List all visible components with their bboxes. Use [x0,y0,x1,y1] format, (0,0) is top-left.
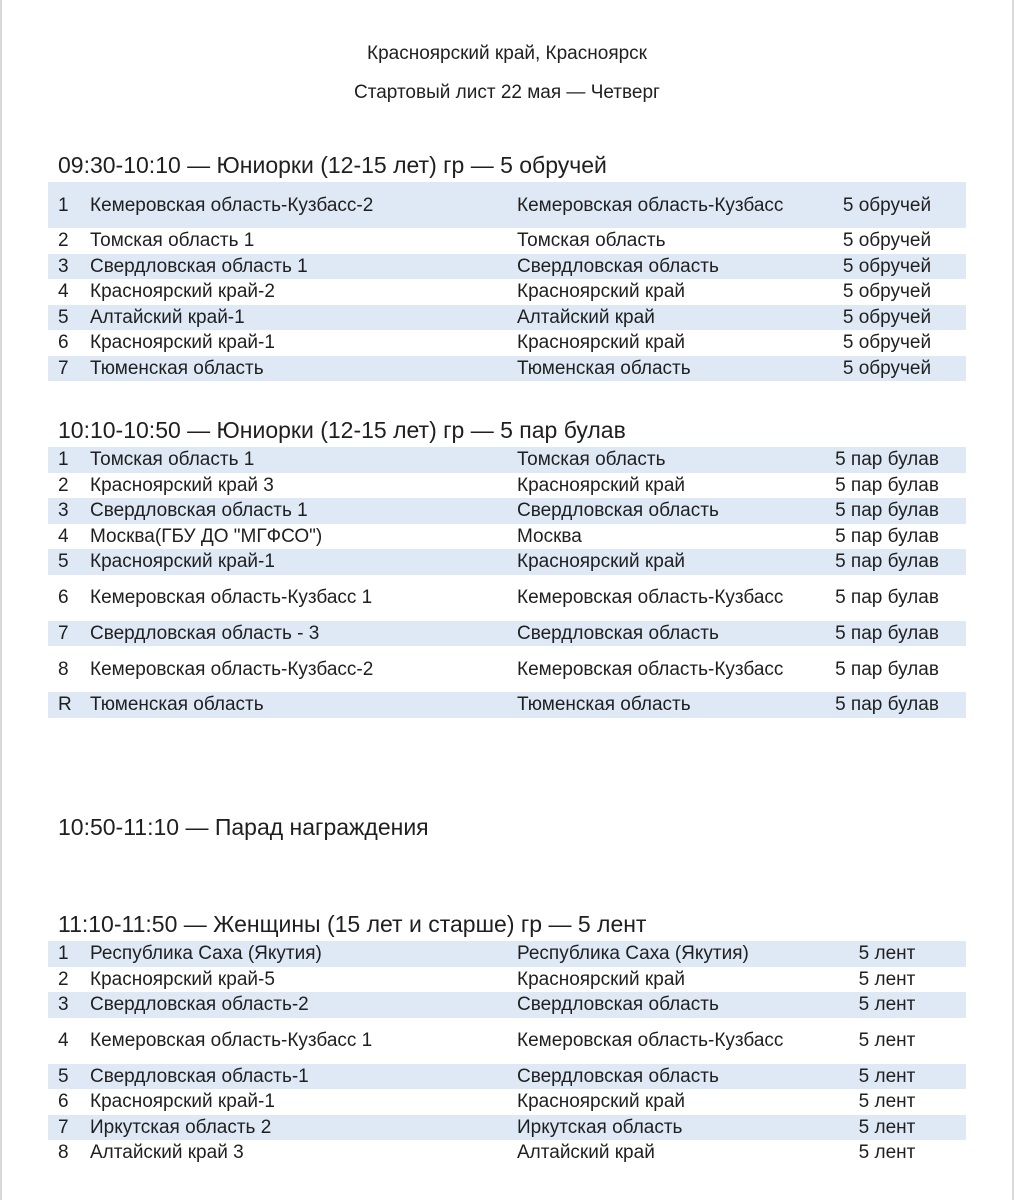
region-name: Красноярский край [517,474,685,496]
apparatus: 5 лент [858,1030,916,1051]
start-number: 7 [58,1116,69,1138]
team-name: Тюменская область [90,357,264,379]
start-number: 5 [58,306,69,328]
team-name: Красноярский край-1 [90,551,275,573]
table-row [48,1089,966,1115]
apparatus: 5 обручей [842,332,932,354]
apparatus: 5 пар булав [835,449,939,471]
team-name: Свердловская область-2 [90,994,309,1016]
region-name: Кемеровская область-Кузбасс [517,658,784,680]
team-name: Кемеровская область-Кузбасс-2 [90,658,374,680]
region-name: Республика Саха (Якутия) [517,943,749,965]
region-name: Красноярский край [517,1091,685,1113]
region-name: Алтайский край [517,1142,655,1164]
start-number: 8 [58,658,69,680]
region-name: Кемеровская область-Кузбасс [517,587,784,608]
team-name: Красноярский край-1 [90,332,275,354]
region-name: Красноярский край [517,551,685,573]
start-number: 3 [58,255,69,277]
start-number: 7 [58,622,69,644]
apparatus: 5 лент [858,1065,916,1087]
table-row [48,1064,966,1090]
region-name: Иркутская область [517,1116,683,1138]
session-hoops [48,148,966,381]
start-number: 6 [58,332,69,354]
region-name: Красноярский край [517,281,685,303]
award-ceremony-title: 10:50-11:10 — Парад награждения [58,814,429,840]
team-name: Иркутская область 2 [90,1116,272,1138]
apparatus: 5 обручей [842,230,932,252]
team-name: Томская область 1 [90,230,255,252]
apparatus: 5 пар булав [835,500,939,522]
team-name: Красноярский край 3 [90,474,274,496]
session-title: 11:10-11:50 — Женщины (15 лет и старше) гр — 5 лент [58,911,647,937]
region-name: Красноярский край [517,332,685,354]
team-name: Красноярский край-1 [90,1091,275,1113]
start-list-subtitle: Стартовый лист 22 мая — Четверг [354,82,660,103]
apparatus: 5 пар булав [835,525,939,547]
start-number: 1 [58,194,69,216]
table-row [48,447,966,473]
region-name: Тюменская область [517,357,691,379]
apparatus: 5 обручей [842,281,932,303]
team-name: Москва(ГБУ ДО "МГФСО") [90,525,323,547]
table-row [48,330,966,356]
session-clubs [48,413,966,718]
session-title: 10:10-10:50 — Юниорки (12-15 лет) гр — 5 пар булав [58,417,626,443]
team-name: Алтайский край-1 [90,306,245,328]
start-number: 8 [58,1142,69,1164]
table-row [48,279,966,305]
team-name: Красноярский край-5 [90,968,275,990]
team-name: Свердловская область 1 [90,500,308,522]
apparatus: 5 лент [858,994,916,1016]
apparatus: 5 лент [858,943,916,965]
apparatus: 5 пар булав [835,551,939,573]
region-name: Свердловская область [517,1065,719,1087]
apparatus: 5 обручей [842,255,932,277]
team-name: Свердловская область-1 [90,1065,309,1087]
team-name: Республика Саха (Якутия) [90,943,322,965]
apparatus: 5 обручей [842,194,932,216]
table-row [48,254,966,280]
region-name: Свердловская область [517,994,719,1016]
team-name: Красноярский край-2 [90,281,275,303]
start-number: 2 [58,474,69,496]
region-name: Свердловская область [517,500,719,522]
team-name: Свердловская область 1 [90,255,308,277]
table-row [48,305,966,331]
start-number: 3 [58,994,69,1016]
start-number: 5 [58,1065,69,1087]
table-row [48,1115,966,1141]
start-number: 2 [58,968,69,990]
table-row [48,498,966,524]
region-name: Москва [517,525,582,547]
region-name: Свердловская область [517,255,719,277]
region-name: Тюменская область [517,694,691,716]
table-row [48,941,966,967]
location-title: Красноярский край, Красноярск [367,43,647,64]
start-number: 3 [58,500,69,522]
start-number: 4 [58,525,69,547]
table-row [48,575,966,621]
table-row [48,182,966,228]
team-name: Алтайский край 3 [90,1142,244,1164]
region-name: Кемеровская область-Кузбасс [517,194,784,216]
start-number: 1 [58,449,69,471]
start-number: 2 [58,230,69,252]
session-ribbons [48,907,966,1166]
apparatus: 5 пар булав [835,587,939,608]
table-row [48,992,966,1018]
region-name: Кемеровская область-Кузбасс [517,1030,784,1051]
team-name: Томская область 1 [90,449,255,471]
start-number: 4 [58,281,69,303]
apparatus: 5 пар булав [835,622,939,644]
apparatus: 5 обручей [842,357,932,379]
table-row [48,1018,966,1064]
region-name: Красноярский край [517,968,685,990]
table-row [48,473,966,499]
start-number: 5 [58,551,69,573]
table-row [48,621,966,647]
apparatus: 5 лент [858,968,916,990]
region-name: Свердловская область [517,622,719,644]
team-name: Кемеровская область-Кузбасс 1 [90,587,373,608]
start-number: 7 [58,357,69,379]
table-row [48,967,966,993]
table-row [48,692,966,718]
start-number: 1 [58,943,69,965]
table-row [48,1140,966,1166]
table-row [48,646,966,692]
apparatus: 5 лент [858,1091,916,1113]
table-row [48,228,966,254]
team-name: Тюменская область [90,694,264,716]
start-number: 4 [58,1030,69,1051]
team-name: Кемеровская область-Кузбасс-2 [90,194,374,216]
session-title: 09:30-10:10 — Юниорки (12-15 лет) гр — 5 обручей [58,152,607,178]
apparatus: 5 лент [858,1116,916,1138]
start-number: 6 [58,587,69,608]
page-edge-left [0,0,2,1200]
apparatus: 5 пар булав [835,474,939,496]
start-number: 6 [58,1091,69,1113]
region-name: Томская область [517,449,666,471]
apparatus: 5 обручей [842,306,932,328]
apparatus: 5 пар булав [835,694,939,716]
team-name: Свердловская область - 3 [90,622,320,644]
table-row [48,524,966,550]
region-name: Томская область [517,230,666,252]
table-row [48,356,966,382]
start-number: R [58,694,72,716]
apparatus: 5 пар булав [835,658,939,680]
table-row [48,549,966,575]
apparatus: 5 лент [858,1142,916,1164]
team-name: Кемеровская область-Кузбасс 1 [90,1030,373,1051]
region-name: Алтайский край [517,306,655,328]
